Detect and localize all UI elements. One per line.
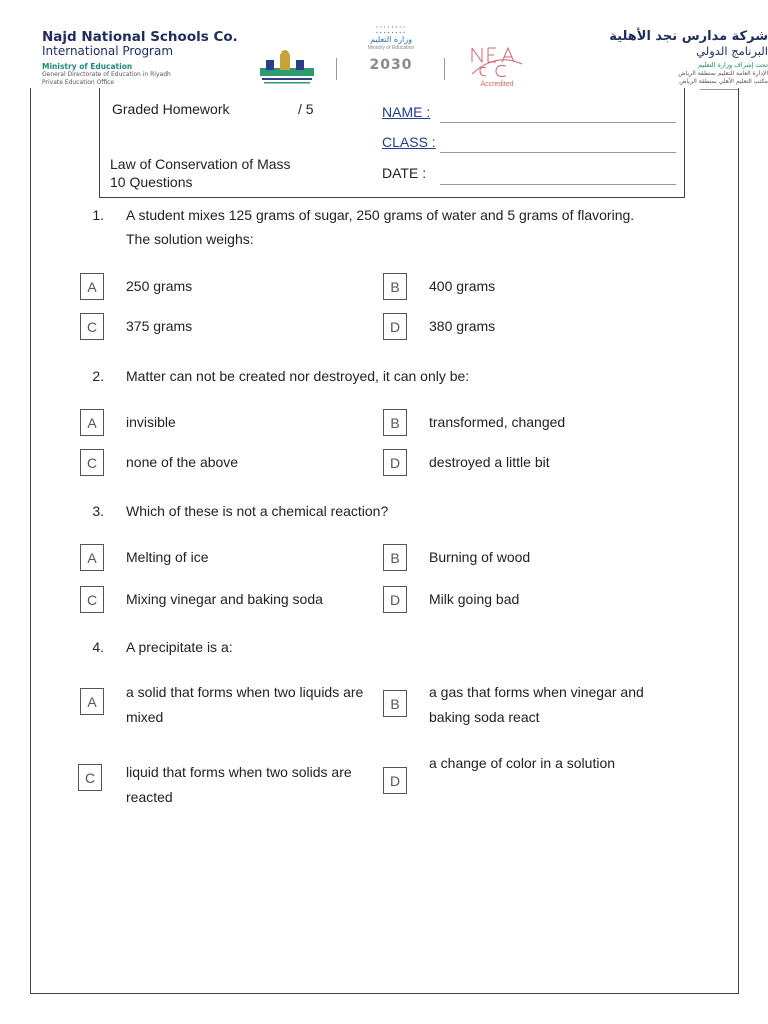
option-b-box[interactable]: B — [383, 409, 407, 436]
option-b-text: baking soda react — [429, 709, 540, 725]
program-name: International Program — [42, 44, 174, 58]
option-b-box[interactable]: B — [383, 690, 407, 717]
option-a-text: 250 grams — [126, 278, 193, 294]
header-divider — [336, 58, 337, 80]
option-d-box[interactable]: D — [383, 767, 407, 794]
name-field[interactable] — [440, 122, 676, 123]
moe-logo — [350, 26, 432, 88]
option-d-text: a change of color in a solution — [429, 755, 616, 771]
office-name: Private Education Office — [42, 79, 115, 86]
vision-2030-logo: 2030 — [369, 57, 413, 73]
name-label: NAME : — [382, 104, 431, 120]
question-count: 10 Questions — [110, 174, 193, 190]
option-c-box[interactable]: C — [80, 313, 104, 340]
option-c-text: reacted — [126, 789, 173, 805]
homework-topic: Law of Conservation of Mass — [110, 156, 291, 172]
option-b-text: 400 grams — [429, 278, 496, 294]
question-number: 2. — [92, 368, 104, 384]
question-text: Matter can not be created nor destroyed, it can only be: — [126, 368, 470, 384]
option-a-text: Melting of ice — [126, 549, 209, 565]
option-b-box[interactable]: B — [383, 273, 407, 300]
option-c-box[interactable]: C — [80, 449, 104, 476]
homework-score: / 5 — [298, 101, 314, 117]
option-d-box[interactable]: D — [383, 313, 407, 340]
school-name-arabic: شركة مدارس نجد الأهلية — [609, 29, 768, 44]
header-rule — [700, 89, 738, 90]
class-field[interactable] — [440, 152, 676, 153]
option-a-box[interactable]: A — [80, 273, 104, 300]
date-field[interactable] — [440, 184, 676, 185]
option-b-text: transformed, changed — [429, 414, 566, 430]
option-c-text: Mixing vinegar and baking soda — [126, 591, 323, 607]
option-c-text: liquid that forms when two solids are — [126, 764, 352, 780]
question-text: A precipitate is a: — [126, 639, 233, 655]
option-d-box[interactable]: D — [383, 586, 407, 613]
header-arabic-block — [508, 29, 768, 86]
accredited-label: Accredited — [480, 81, 514, 88]
question-text: A student mixes 125 grams of sugar, 250 grams of water and 5 grams of flavoring. — [126, 207, 635, 223]
ministry-name: Ministry of Education — [42, 62, 133, 71]
question-number: 4. — [92, 639, 104, 655]
option-c-box[interactable]: C — [78, 764, 102, 791]
homework-title: Graded Homework — [112, 101, 230, 117]
option-d-text: 380 grams — [429, 318, 496, 334]
question-number: 1. — [92, 207, 104, 223]
option-d-text: Milk going bad — [429, 591, 520, 607]
option-b-text: a gas that forms when vinegar and — [429, 684, 644, 700]
option-b-box[interactable]: B — [383, 544, 407, 571]
header-english-block — [42, 30, 238, 87]
supervision-arabic: تحت إشراف وزارة التعليم — [698, 61, 768, 69]
option-a-box[interactable]: A — [80, 688, 104, 715]
option-c-box[interactable]: C — [80, 586, 104, 613]
option-a-text: mixed — [126, 709, 164, 725]
program-name-arabic: البرنامج الدولي — [696, 44, 768, 58]
moe-logo-arabic: وزارة التعليم — [370, 35, 412, 44]
header-divider — [444, 58, 445, 80]
moe-logo-english: Ministry of Education — [367, 45, 415, 51]
option-a-text: invisible — [126, 414, 176, 430]
class-label: CLASS : — [382, 134, 436, 150]
question-text: Which of these is not a chemical reaction? — [126, 503, 389, 519]
directorate-name: General Directorate of Education in Riyadh — [42, 71, 171, 78]
option-d-box[interactable]: D — [383, 449, 407, 476]
option-a-box[interactable]: A — [80, 544, 104, 571]
option-b-text: Burning of wood — [429, 549, 531, 565]
option-c-text: 375 grams — [126, 318, 193, 334]
school-logo-icon — [252, 48, 322, 86]
office-arabic: مكتب التعليم الأهلي بمنطقة الرياض — [679, 78, 768, 85]
date-label: DATE : — [382, 165, 427, 181]
option-a-text: a solid that forms when two liquids are — [126, 684, 364, 700]
school-name: Najd National Schools Co. — [42, 29, 238, 45]
option-c-text: none of the above — [126, 454, 239, 470]
question-number: 3. — [92, 503, 104, 519]
directorate-arabic: الإدارة العامة للتعليم بمنطقة الرياض — [678, 70, 768, 77]
option-a-box[interactable]: A — [80, 409, 104, 436]
question-text: The solution weighs: — [126, 231, 254, 247]
option-d-text: destroyed a little bit — [429, 454, 550, 470]
moe-dots-icon: ⁚⁚⁚⁚⁚⁚⁚⁚ — [375, 25, 407, 35]
